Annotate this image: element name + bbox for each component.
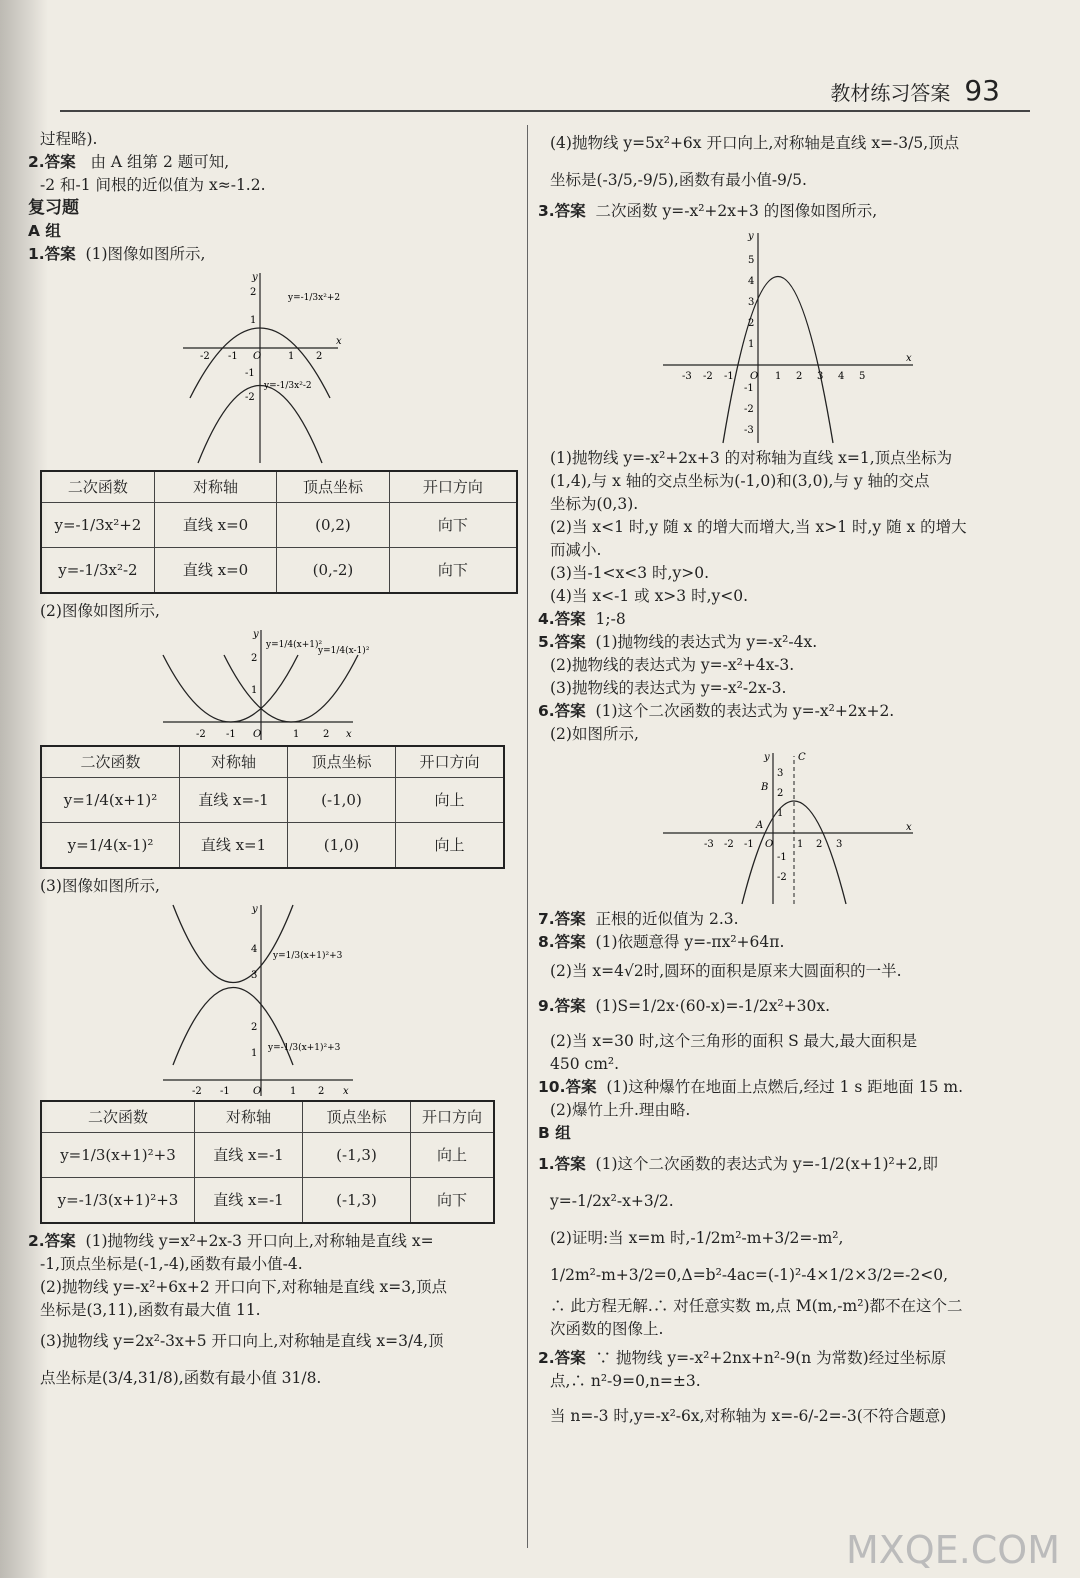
table-cell: (-1,0): [288, 778, 396, 823]
text-line: 当 n=-3 时,y=-x²-6x,对称轴为 x=-6/-2=-3(不符合题意): [550, 1407, 947, 1425]
table-row: [41, 548, 517, 594]
curve-label: y=-1/3x²+2: [288, 293, 341, 303]
y-axis-label: y: [253, 629, 259, 640]
page-number: 93: [964, 74, 1000, 107]
y-tick-label: 3: [748, 297, 755, 308]
text-line: (2)当 x=4√2时,圆环的面积是原来大圆面积的一半.: [550, 962, 902, 980]
table-row: [41, 823, 504, 869]
table-header: 二次函数: [41, 746, 180, 778]
origin-label: O: [253, 1086, 262, 1097]
x-axis-label: x: [336, 336, 342, 347]
y-tick-label: -2: [245, 392, 255, 403]
text-line: -1,顶点坐标是(-1,-4),函数有最小值-4.: [40, 1255, 303, 1273]
table-cell: 直线 x=-1: [180, 778, 288, 823]
x-tick-label: 2: [816, 839, 823, 850]
table-row: [41, 1133, 494, 1178]
y-tick-label: 1: [777, 808, 784, 819]
answer-number: 7.答案: [538, 910, 586, 928]
text-line: -2 和-1 间根的近似值为 x≈-1.2.: [40, 176, 266, 194]
table-row: [41, 1178, 494, 1224]
y-tick-label: 2: [250, 287, 257, 298]
x-tick-label: -3: [682, 371, 692, 382]
table-header: 顶点坐标: [288, 746, 396, 778]
x-tick-label: -1: [744, 839, 754, 850]
graph-1: [178, 268, 358, 468]
table-cell: (0,2): [277, 503, 389, 548]
text-line: (2)爆竹上升.理由略.: [550, 1101, 691, 1119]
right-column: [538, 132, 1034, 1428]
text-line: 1/2m²-m+3/2=0,Δ=b²-4ac=(-1)²-4×1/2×3/2=-2<0,: [550, 1266, 949, 1284]
curve-label: y=1/4(x+1)²: [266, 640, 323, 650]
text-line: ∵ 抛物线 y=-x²+2nx+n²-9(n 为常数)经过坐标原: [595, 1349, 947, 1367]
table-cell: 向下: [411, 1178, 495, 1224]
x-tick-label: 5: [859, 371, 866, 382]
text-line: (4)抛物线 y=5x²+6x 开口向上,对称轴是直线 x=-3/5,顶点: [550, 134, 960, 152]
answer-number: 1.答案: [28, 245, 76, 263]
table-header: 顶点坐标: [277, 471, 389, 503]
table-cell: 直线 x=0: [154, 548, 276, 594]
table-header: 二次函数: [41, 471, 154, 503]
y-tick-label: 2: [748, 318, 755, 329]
x-tick-label: -1: [220, 1086, 230, 1097]
text-line: (1)依题意得 y=-πx²+64π.: [595, 933, 785, 951]
x-tick-label: -2: [200, 351, 210, 362]
text-line: (1)S=1/2x·(60-x)=-1/2x²+30x.: [595, 997, 831, 1015]
x-tick-label: -1: [724, 371, 734, 382]
y-tick-label: 1: [748, 339, 755, 350]
table-header: 对称轴: [154, 471, 276, 503]
text-line: 而减小.: [550, 541, 602, 559]
answer-number: 6.答案: [538, 702, 586, 720]
y-axis-label: y: [252, 904, 258, 915]
y-tick-label: 3: [777, 768, 784, 779]
table-cell: 直线 x=-1: [195, 1133, 303, 1178]
text-line: (1)这个二次函数的表达式为 y=-x²+2x+2.: [595, 702, 895, 720]
text-line: (3)抛物线 y=2x²-3x+5 开口向上,对称轴是直线 x=3/4,顶: [40, 1332, 444, 1350]
x-tick-label: 1: [797, 839, 804, 850]
x-tick-label: 1: [775, 371, 782, 382]
y-tick-label: -2: [744, 404, 754, 415]
table-header: 开口方向: [389, 471, 517, 503]
graph-3: [158, 900, 358, 1098]
y-tick-label: 4: [748, 276, 755, 287]
x-tick-label: 2: [316, 351, 323, 362]
table-cell: y=1/4(x+1)²: [41, 778, 180, 823]
text-line: (4)当 x<-1 或 x>3 时,y<0.: [550, 587, 749, 605]
text-line: (2)当 x=30 时,这个三角形的面积 S 最大,最大面积是: [550, 1032, 918, 1050]
table-cell: 直线 x=1: [180, 823, 288, 869]
x-tick-label: 3: [836, 839, 843, 850]
y-tick-label: 2: [251, 653, 258, 664]
y-axis-label: y: [764, 752, 770, 763]
table-cell: 向上: [396, 823, 505, 869]
curve-label: y=1/3(x+1)²+3: [273, 951, 343, 961]
text-line: (1)抛物线 y=x²+2x-3 开口向上,对称轴是直线 x=: [85, 1232, 434, 1250]
table-row: [41, 503, 517, 548]
y-axis-label: y: [748, 231, 754, 242]
table-cell: y=1/3(x+1)²+3: [41, 1133, 195, 1178]
section-title: 复习题: [28, 198, 79, 218]
x-tick-label: 1: [288, 351, 295, 362]
x-tick-label: -1: [228, 351, 238, 362]
text-line: (1,4),与 x 轴的交点坐标为(-1,0)和(3,0),与 y 轴的交点: [550, 472, 930, 490]
text-line: 1;-8: [595, 610, 626, 628]
y-tick-label: 3: [251, 970, 258, 981]
y-tick-label: -3: [744, 425, 754, 436]
x-tick-label: -2: [724, 839, 734, 850]
answer-number: 3.答案: [538, 202, 586, 220]
y-tick-label: -1: [777, 852, 787, 863]
table-header: 开口方向: [396, 746, 505, 778]
table-cell: y=-1/3x²-2: [41, 548, 154, 594]
table-1: [40, 470, 518, 594]
text-line: (3)图像如图所示,: [40, 877, 160, 895]
left-column: [28, 128, 518, 1390]
y-tick-label: 4: [251, 944, 258, 955]
table-header: 对称轴: [180, 746, 288, 778]
x-tick-label: 4: [838, 371, 845, 382]
group-label: A 组: [28, 222, 61, 240]
origin-label: O: [765, 839, 774, 850]
origin-label: O: [253, 351, 262, 362]
point-label: A: [756, 820, 764, 831]
origin-label: O: [750, 371, 759, 382]
y-tick-label: -2: [777, 872, 787, 883]
x-tick-label: 1: [290, 1086, 297, 1097]
text-line: 点坐标是(3/4,31/8),函数有最小值 31/8.: [40, 1369, 322, 1387]
group-label: B 组: [538, 1124, 571, 1142]
y-tick-label: -1: [744, 383, 754, 394]
answer-number: 8.答案: [538, 933, 586, 951]
table-cell: y=-1/3(x+1)²+3: [41, 1178, 195, 1224]
table-cell: (0,-2): [277, 548, 389, 594]
x-axis-label: x: [346, 729, 352, 740]
x-tick-label: 2: [323, 729, 330, 740]
graph-2: [158, 625, 370, 743]
parabola-curve: [163, 655, 298, 722]
text-line: (2)证明:当 x=m 时,-1/2m²-m+3/2=-m²,: [550, 1229, 844, 1247]
table-cell: 向上: [411, 1133, 495, 1178]
text-line: (1)这个二次函数的表达式为 y=-1/2(x+1)²+2,即: [595, 1155, 939, 1173]
text-line: 过程略).: [40, 130, 98, 148]
table-cell: 向上: [396, 778, 505, 823]
y-tick-label: -1: [245, 368, 255, 379]
x-tick-label: 2: [318, 1086, 325, 1097]
text-line: (3)抛物线的表达式为 y=-x²-2x-3.: [550, 679, 787, 697]
answer-number: 1.答案: [538, 1155, 586, 1173]
y-tick-label: 2: [251, 1022, 258, 1033]
text-line: (1)图像如图所示,: [85, 245, 206, 263]
column-divider: [527, 125, 528, 1548]
table-cell: 向下: [389, 503, 517, 548]
text-line: (2)抛物线的表达式为 y=-x²+4x-3.: [550, 656, 795, 674]
text-line: ∴ 此方程无解.∴ 对任意实数 m,点 M(m,-m²)都不在这个二: [550, 1297, 963, 1315]
table-2: [40, 745, 505, 869]
answer-number: 4.答案: [538, 610, 586, 628]
table-cell: 向下: [389, 548, 517, 594]
answer-number: 10.答案: [538, 1078, 597, 1096]
answer-number: 2.答案: [538, 1349, 586, 1367]
table-header: 顶点坐标: [303, 1101, 411, 1133]
y-tick-label: 5: [748, 255, 755, 266]
text-line: 坐标是(3,11),函数有最大值 11.: [40, 1301, 261, 1319]
y-tick-label: 1: [250, 315, 257, 326]
text-line: 由 A 组第 2 题可知,: [90, 153, 230, 171]
text-line: (2)图像如图所示,: [40, 602, 160, 620]
curve-label: y=-1/3(x+1)²+3: [268, 1043, 341, 1053]
parabola-curve: [173, 988, 293, 1066]
table-cell: 直线 x=0: [154, 503, 276, 548]
x-tick-label: -2: [192, 1086, 202, 1097]
x-tick-label: 2: [796, 371, 803, 382]
point-label: C: [798, 752, 806, 763]
text-line: (2)当 x<1 时,y 随 x 的增大而增大,当 x>1 时,y 随 x 的增大: [550, 518, 967, 536]
x-tick-label: 1: [293, 729, 300, 740]
text-line: (1)抛物线的表达式为 y=-x²-4x.: [595, 633, 818, 651]
y-tick-label: 1: [251, 685, 258, 696]
text-line: 坐标为(0,3).: [550, 495, 639, 513]
x-axis-label: x: [906, 353, 912, 364]
text-line: 二次函数 y=-x²+2x+3 的图像如图所示,: [595, 202, 878, 220]
parabola-curve: [224, 655, 358, 722]
header-rule: [60, 110, 1030, 112]
text-line: (1)抛物线 y=-x²+2x+3 的对称轴为直线 x=1,顶点坐标为: [550, 449, 953, 467]
text-line: 坐标是(-3/5,-9/5),函数有最小值-9/5.: [550, 171, 807, 189]
answer-number: 5.答案: [538, 633, 586, 651]
x-tick-label: 3: [817, 371, 824, 382]
curve-label: y=1/4(x-1)²: [318, 646, 370, 656]
x-axis-label: x: [343, 1086, 349, 1097]
table-cell: (1,0): [288, 823, 396, 869]
text-line: (1)这种爆竹在地面上点燃后,经过 1 s 距地面 15 m.: [606, 1078, 964, 1096]
graph-5: [658, 748, 918, 906]
watermark: MXQE.COM: [845, 1528, 1060, 1572]
x-tick-label: -2: [703, 371, 713, 382]
y-axis-label: y: [252, 272, 258, 283]
origin-label: O: [253, 729, 262, 740]
graph-4: [658, 225, 918, 445]
answer-number: 2.答案: [28, 153, 76, 171]
x-tick-label: -2: [196, 729, 206, 740]
y-tick-label: 1: [251, 1048, 258, 1059]
table-3: [40, 1100, 495, 1224]
x-tick-label: -1: [226, 729, 236, 740]
table-header: 开口方向: [411, 1101, 495, 1133]
answer-number: 2.答案: [28, 1232, 76, 1250]
table-header: 对称轴: [195, 1101, 303, 1133]
x-tick-label: -3: [704, 839, 714, 850]
parabola-curve: [723, 277, 833, 444]
text-line: 次函数的图像上.: [550, 1320, 664, 1338]
text-line: y=-1/2x²-x+3/2.: [550, 1192, 674, 1210]
table-row: [41, 778, 504, 823]
page-header: [830, 74, 1000, 107]
point-label: B: [761, 782, 769, 793]
y-tick-label: 2: [777, 788, 784, 799]
parabola-curve: [173, 905, 293, 983]
text-line: 450 cm².: [550, 1055, 620, 1073]
table-cell: (-1,3): [303, 1178, 411, 1224]
text-line: (2)如图所示,: [550, 725, 639, 743]
text-line: (2)抛物线 y=-x²+6x+2 开口向下,对称轴是直线 x=3,顶点: [40, 1278, 448, 1296]
text-line: 点,∴ n²-9=0,n=±3.: [550, 1372, 701, 1390]
answer-number: 9.答案: [538, 997, 586, 1015]
text-line: (3)当-1<x<3 时,y>0.: [550, 564, 710, 582]
table-header: 二次函数: [41, 1101, 195, 1133]
table-cell: y=1/4(x-1)²: [41, 823, 180, 869]
table-cell: y=-1/3x²+2: [41, 503, 154, 548]
table-cell: 直线 x=-1: [195, 1178, 303, 1224]
table-cell: (-1,3): [303, 1133, 411, 1178]
header-label: 教材练习答案: [830, 81, 951, 105]
text-line: 正根的近似值为 2.3.: [595, 910, 739, 928]
x-axis-label: x: [906, 822, 912, 833]
curve-label: y=-1/3x²-2: [264, 381, 312, 391]
